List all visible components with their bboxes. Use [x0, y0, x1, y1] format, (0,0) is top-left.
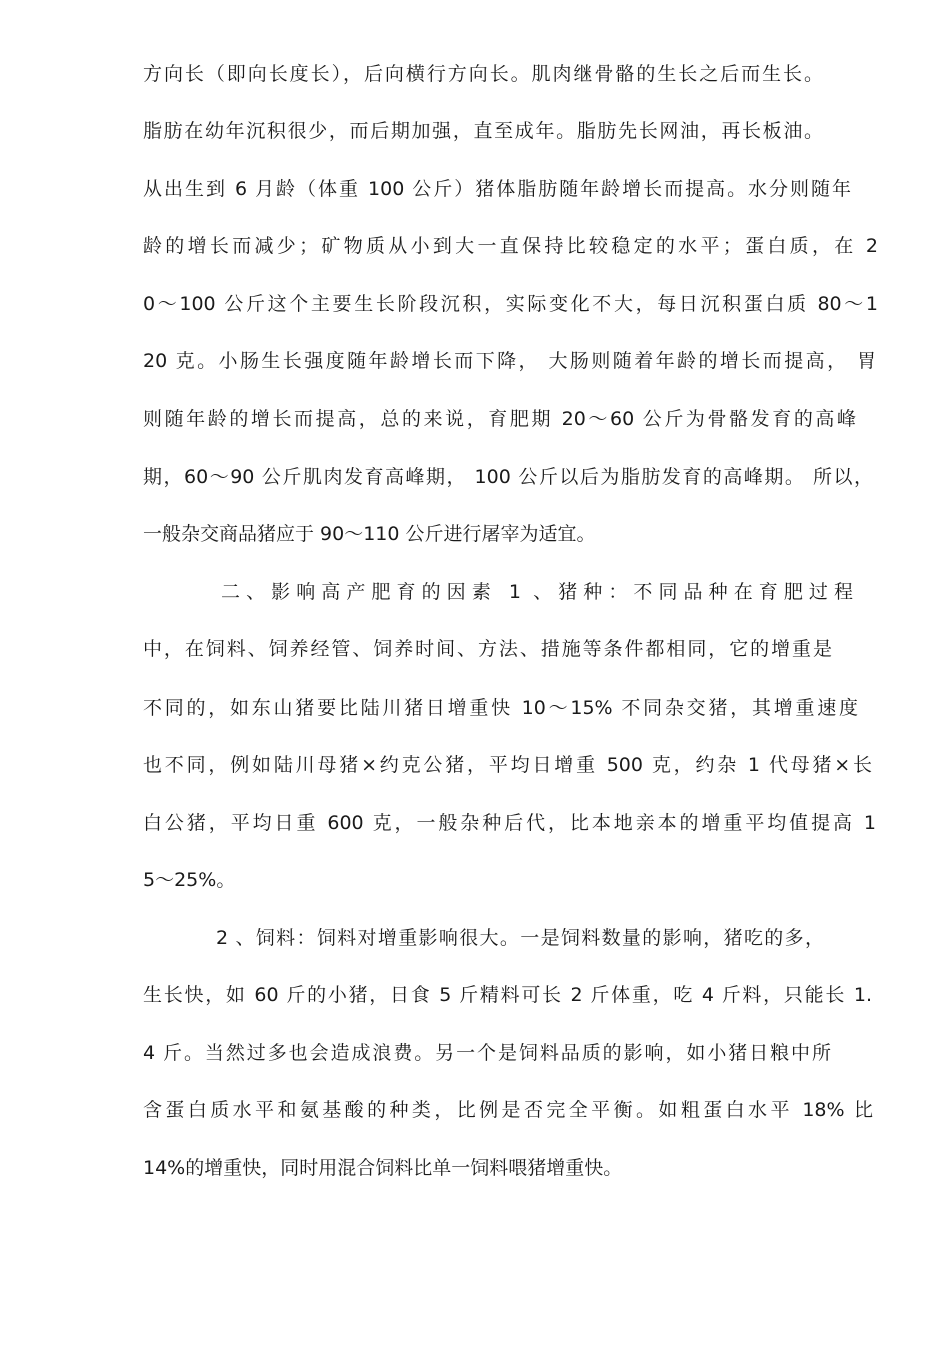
text-line: 14%的增重快，同时用混合饲料比单一饲料喂猪增重快。	[143, 1157, 623, 1179]
text-line: 含蛋白质水平和氨基酸的种类，比例是否完全平衡。如粗蛋白水平 18% 比	[143, 1099, 873, 1121]
text-line: 龄的增长而减少；矿物质从小到大一直保持比较稳定的水平；蛋白质，在 2	[143, 235, 878, 257]
section-heading-line: 二、影响高产肥育的因素 1 、猪种：不同品种在育肥过程	[221, 581, 853, 603]
text-line: 脂肪在幼年沉积很少，而后期加强，直至成年。脂肪先长网油，再长板油。	[143, 120, 823, 142]
text-line: 从出生到 6 月龄（体重 100 公斤）猪体脂肪随年龄增长而提高。水分则随年	[143, 178, 851, 200]
text-line: 不同的，如东山猪要比陆川猪日增重快 10～15% 不同杂交猪，其增重速度	[143, 697, 858, 719]
text-line: 白公猪，平均日重 600 克，一般杂种后代，比本地亲本的增重平均值提高 1	[143, 812, 876, 834]
text-line: 5～25%。	[143, 869, 236, 891]
text-line: 也不同，例如陆川母猪×约克公猪，平均日增重 500 克，约杂 1 代母猪×长	[143, 754, 872, 776]
text-line: 一般杂交商品猪应于 90～110 公斤进行屠宰为适宜。	[143, 523, 596, 545]
text-line: 中，在饲料、饲养经管、饲养时间、方法、措施等条件都相同，它的增重是	[143, 638, 832, 660]
text-line: 方向长（即向长度长），后向横行方向长。肌肉继骨骼的生长之后而生长。	[143, 63, 823, 85]
paragraph-start-line: 2 、饲料：饲料对增重影响很大。一是饲料数量的影响，猪吃的多，	[216, 927, 824, 949]
text-line: 则随年龄的增长而提高，总的来说，育肥期 20～60 公斤为骨骼发育的高峰	[143, 408, 856, 430]
text-line: 4 斤。当然过多也会造成浪费。另一个是饲料品质的影响，如小猪日粮中所	[143, 1042, 831, 1064]
text-line: 0～100 公斤这个主要生长阶段沉积，实际变化不大，每日沉积蛋白质 80～1	[143, 293, 878, 315]
text-line: 20 克。小肠生长强度随年龄增长而下降， 大肠则随着年龄的增长而提高， 胃	[143, 350, 876, 372]
text-line: 生长快，如 60 斤的小猪，日食 5 斤精料可长 2 斤体重，吃 4 斤料，只能长 1.	[143, 984, 872, 1006]
text-line: 期，60～90 公斤肌肉发育高峰期， 100 公斤以后为脂肪发育的高峰期。 所以，	[143, 466, 873, 488]
